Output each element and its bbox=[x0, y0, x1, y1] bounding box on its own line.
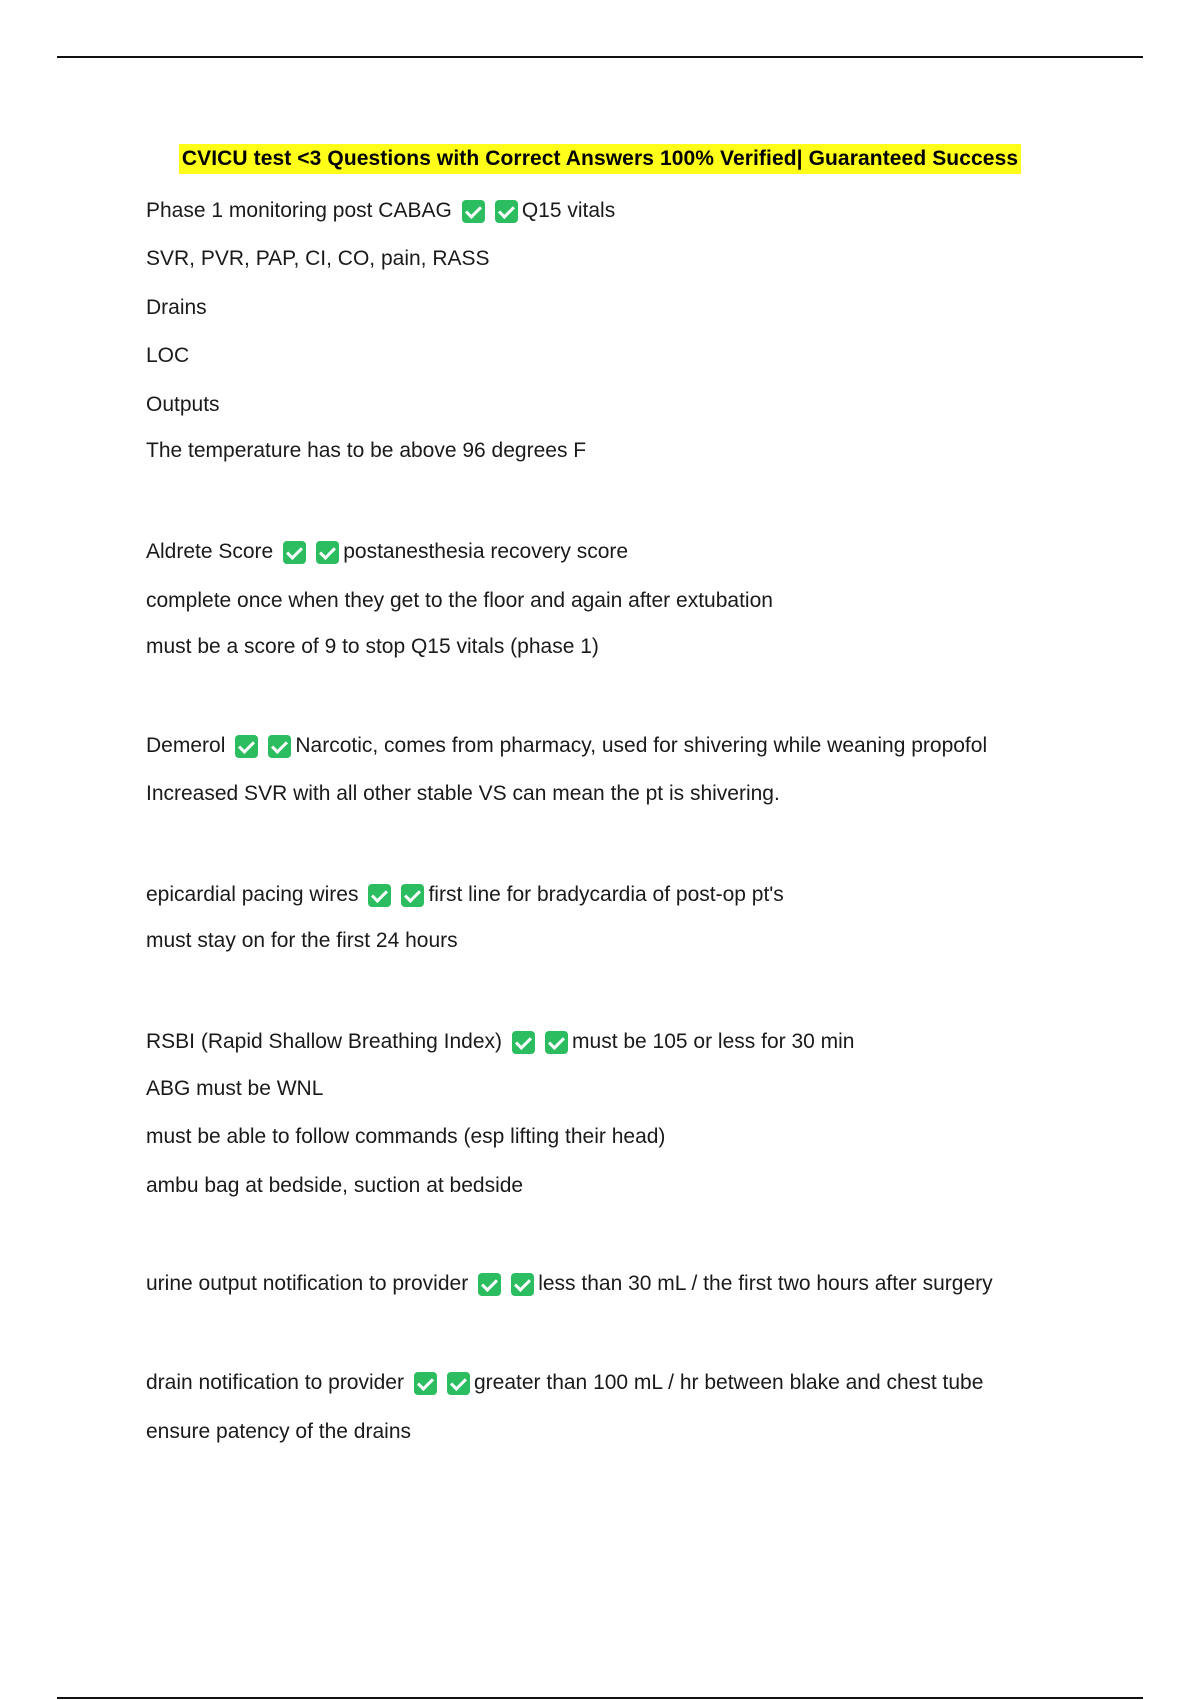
question-line bbox=[146, 732, 987, 760]
check-mark-icon bbox=[462, 200, 485, 223]
title-container bbox=[0, 144, 1200, 174]
question-line bbox=[146, 197, 615, 225]
check-mark-icon bbox=[368, 884, 391, 907]
detail-line: ambu bag at bedside, suction at bedside bbox=[146, 1174, 524, 1197]
answer-text: postanesthesia recovery score bbox=[343, 540, 629, 563]
check-mark-icon bbox=[414, 1372, 437, 1395]
check-mark-icon bbox=[478, 1273, 501, 1296]
question-line bbox=[146, 1028, 854, 1056]
bottom-rule bbox=[57, 1697, 1143, 1699]
question-line bbox=[146, 1270, 993, 1298]
detail-line: Increased SVR with all other stable VS can mean the pt is shivering. bbox=[146, 782, 780, 805]
question-text: epicardial pacing wires bbox=[146, 883, 359, 906]
detail-line: SVR, PVR, PAP, CI, CO, pain, RASS bbox=[146, 247, 490, 270]
answer-text: Narcotic, comes from pharmacy, used for shivering while weaning propofol bbox=[295, 734, 988, 757]
question-text: RSBI (Rapid Shallow Breathing Index) bbox=[146, 1030, 503, 1053]
check-mark-icon bbox=[283, 541, 306, 564]
document-title: CVICU test <3 Questions with Correct Answers 100% Verified| Guaranteed Success bbox=[179, 144, 1021, 174]
answer-text: greater than 100 mL / hr between blake and chest tube bbox=[473, 1371, 984, 1394]
check-mark-icon bbox=[235, 735, 258, 758]
check-mark-icon bbox=[401, 884, 424, 907]
question-text: urine output notification to provider bbox=[146, 1272, 469, 1295]
top-rule bbox=[57, 56, 1143, 58]
check-mark-icon bbox=[512, 1031, 535, 1054]
detail-line: must be able to follow commands (esp lifting their head) bbox=[146, 1125, 666, 1148]
check-mark-icon bbox=[545, 1031, 568, 1054]
question-line bbox=[146, 538, 628, 566]
detail-line: LOC bbox=[146, 344, 190, 367]
check-mark-icon bbox=[316, 541, 339, 564]
detail-line: Outputs bbox=[146, 393, 220, 416]
detail-line: must be a score of 9 to stop Q15 vitals (phase 1) bbox=[146, 635, 599, 658]
question-text: Aldrete Score bbox=[146, 540, 274, 563]
question-line bbox=[146, 1369, 983, 1397]
check-mark-icon bbox=[268, 735, 291, 758]
detail-line: ABG must be WNL bbox=[146, 1077, 324, 1100]
question-text: Demerol bbox=[146, 734, 226, 757]
answer-text: first line for bradycardia of post-op pt's bbox=[428, 883, 784, 906]
detail-line: Drains bbox=[146, 296, 207, 319]
answer-text: must be 105 or less for 30 min bbox=[572, 1030, 855, 1053]
question-text: drain notification to provider bbox=[146, 1371, 404, 1394]
answer-text: less than 30 mL / the first two hours after surgery bbox=[538, 1272, 993, 1295]
detail-line: ensure patency of the drains bbox=[146, 1420, 412, 1443]
detail-line: must stay on for the first 24 hours bbox=[146, 929, 458, 952]
check-mark-icon bbox=[495, 200, 518, 223]
answer-text: Q15 vitals bbox=[521, 199, 616, 222]
check-mark-icon bbox=[447, 1372, 470, 1395]
question-line bbox=[146, 881, 784, 909]
check-mark-icon bbox=[511, 1273, 534, 1296]
detail-line: complete once when they get to the floor and again after extubation bbox=[146, 589, 773, 612]
question-text: Phase 1 monitoring post CABAG bbox=[146, 199, 452, 222]
detail-line: The temperature has to be above 96 degrees F bbox=[146, 439, 587, 462]
